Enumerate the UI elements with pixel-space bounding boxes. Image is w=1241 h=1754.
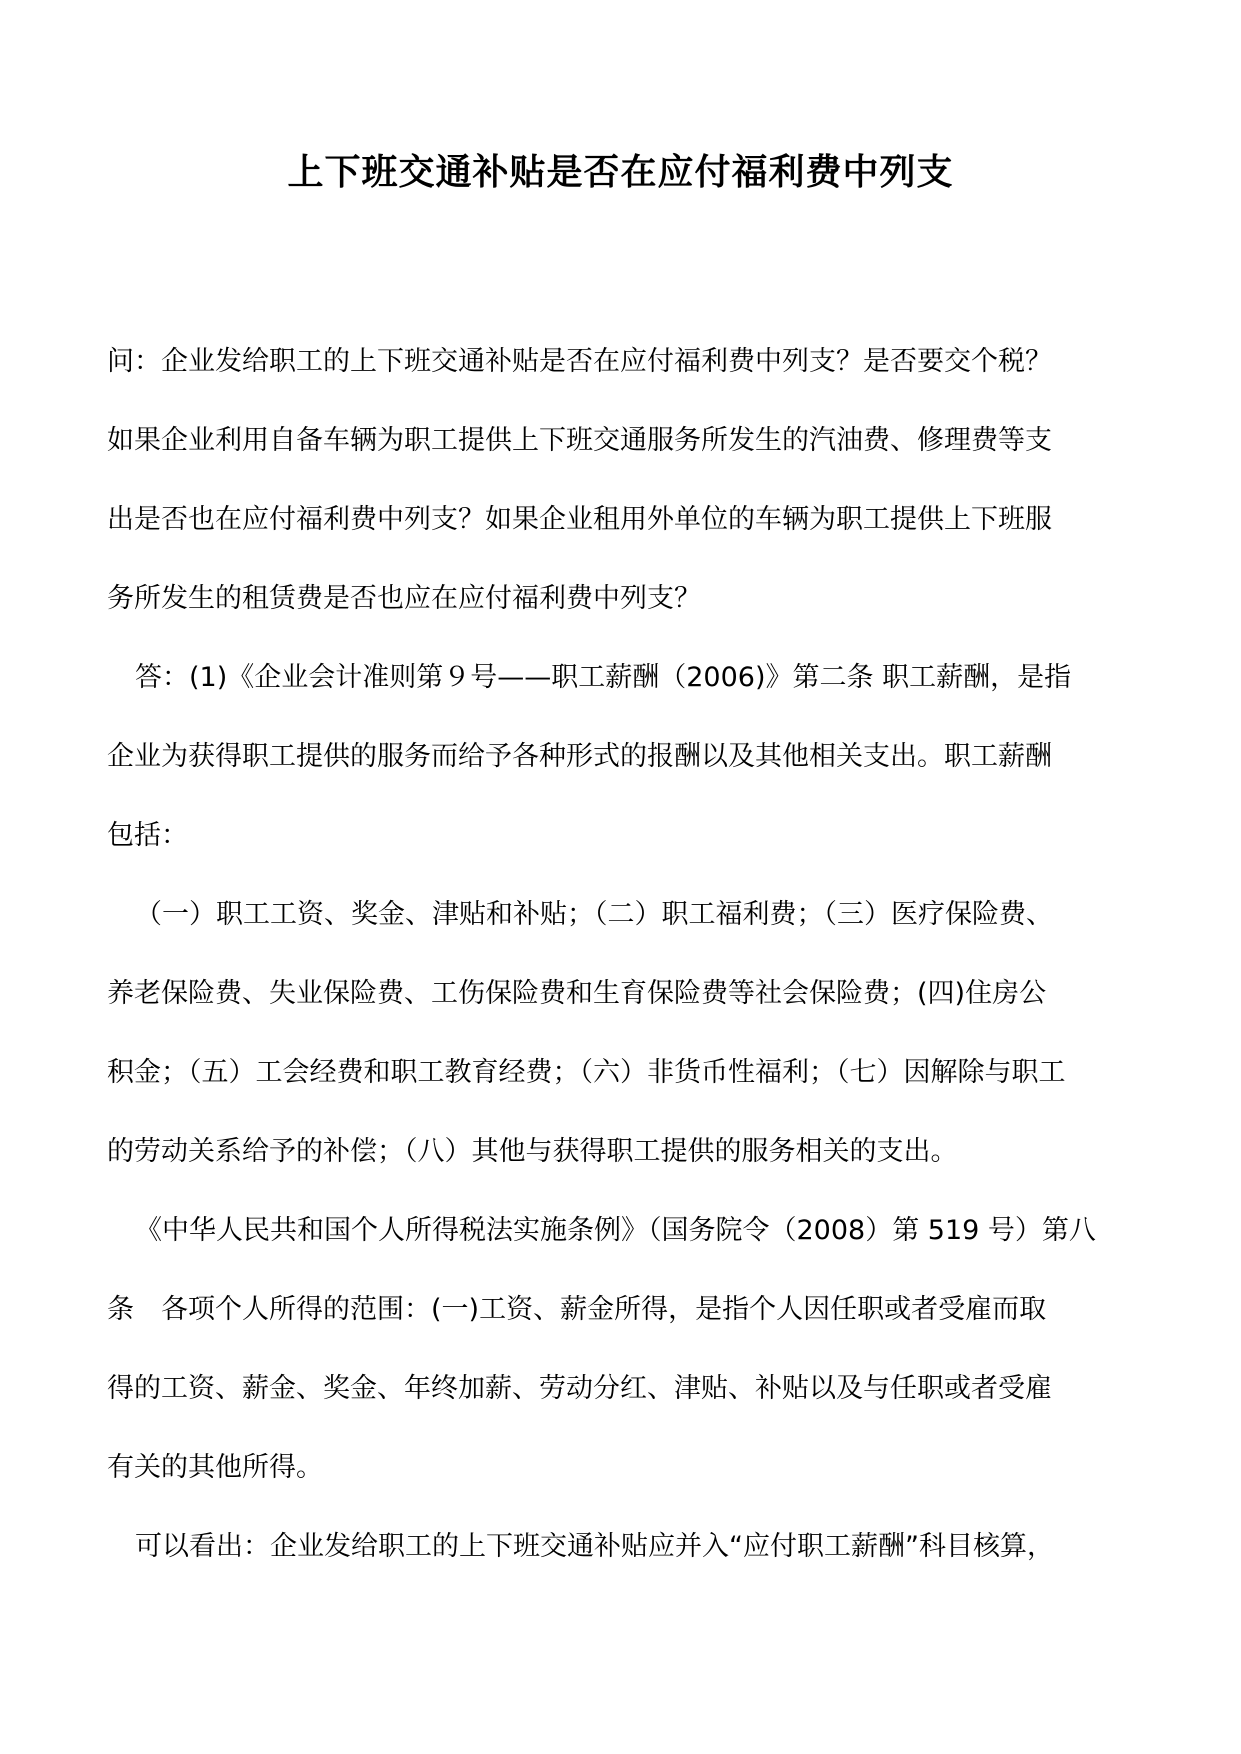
paragraph-line: 企业为获得职工提供的服务而给予各种形式的报酬以及其他相关支出。职工薪酬 (107, 741, 1052, 772)
paragraph-line: 答：(1)《企业会计准则第９号——职工薪酬（2006)》第二条 职工薪酬，是指 (135, 662, 1072, 693)
paragraph-line: 有关的其他所得。 (107, 1452, 323, 1483)
paragraph-line: 养老保险费、失业保险费、工伤保险费和生育保险费等社会保险费；(四)住房公 (107, 978, 1047, 1009)
document-title: 上下班交通补贴是否在应付福利费中列支 (287, 151, 954, 193)
paragraph-line: 问：企业发给职工的上下班交通补贴是否在应付福利费中列支？是否要交个税？ (107, 346, 1052, 377)
paragraph-line: 条 各项个人所得的范围：(一)工资、薪金所得，是指个人因任职或者受雇而取 (107, 1294, 1047, 1325)
paragraph-line: 务所发生的租赁费是否也应在应付福利费中列支？ (107, 583, 701, 614)
paragraph-line: 的劳动关系给予的补偿；（八）其他与获得职工提供的服务相关的支出。 (107, 1136, 958, 1167)
paragraph-line: （一）职工工资、奖金、津贴和补贴；（二）职工福利费；（三）医疗保险费、 (135, 899, 1053, 930)
paragraph-line: 包括： (107, 820, 188, 851)
paragraph-line: 积金；（五）工会经费和职工教育经费；（六）非货币性福利；（七）因解除与职工 (107, 1057, 1066, 1088)
paragraph-line: 可以看出：企业发给职工的上下班交通补贴应并入“应付职工薪酬”科目核算， (135, 1531, 1054, 1562)
paragraph-line: 如果企业利用自备车辆为职工提供上下班交通服务所发生的汽油费、修理费等支 (107, 425, 1052, 456)
paragraph-line: 《中华人民共和国个人所得税法实施条例》（国务院令（2008）第 519 号）第八 (135, 1215, 1096, 1246)
paragraph-line: 得的工资、薪金、奖金、年终加薪、劳动分红、津贴、补贴以及与任职或者受雇 (107, 1373, 1052, 1404)
paragraph-line: 出是否也在应付福利费中列支？如果企业租用外单位的车辆为职工提供上下班服 (107, 504, 1052, 535)
